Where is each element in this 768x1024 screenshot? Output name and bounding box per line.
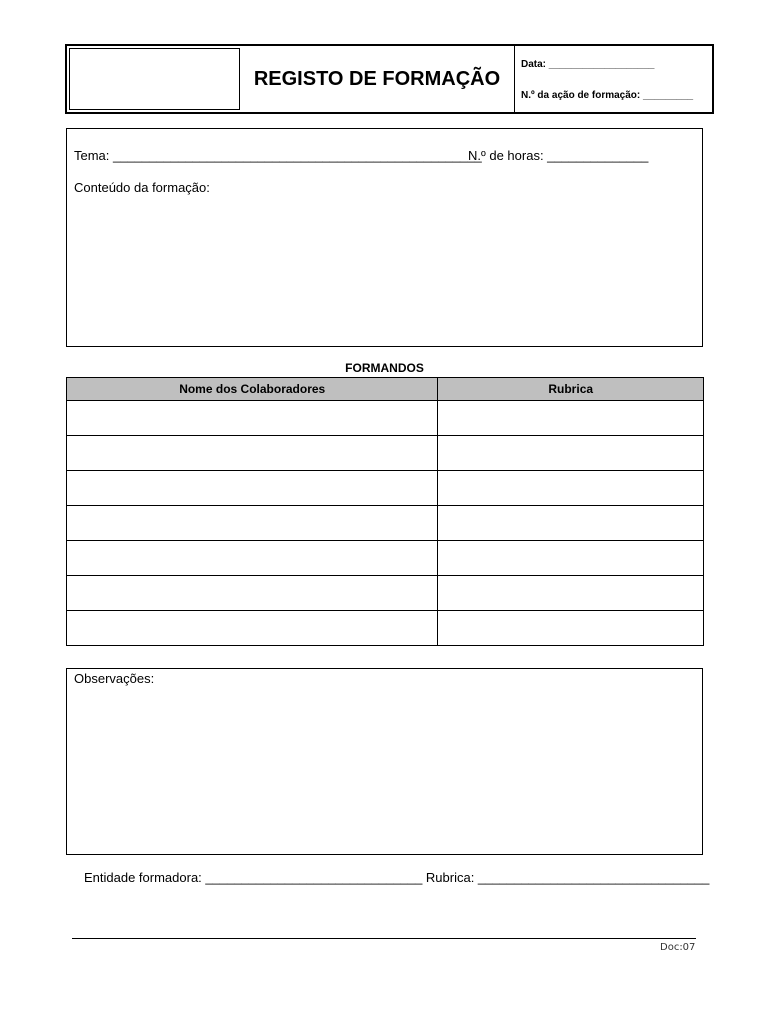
header-info (515, 46, 712, 112)
content-label: Conteúdo da formação: (74, 180, 210, 195)
training-entity-field[interactable]: Entidade formadora: ______________________________ Rubrica: ________________________________ (84, 870, 710, 885)
table-row (67, 471, 704, 506)
tema-section (66, 128, 703, 347)
name-cell[interactable] (67, 401, 438, 436)
table-row (67, 541, 704, 576)
table-row (67, 436, 704, 471)
action-number-field[interactable]: N.º da ação de formação: _________ (521, 90, 694, 101)
formandos-title: FORMANDOS (345, 361, 424, 375)
formandos-table (66, 377, 704, 646)
column-header-name: Nome dos Colaboradores (67, 378, 438, 401)
name-cell[interactable] (67, 506, 438, 541)
observations-box[interactable] (66, 668, 703, 855)
signature-cell[interactable] (438, 611, 704, 646)
hours-field[interactable]: N.º de horas: ______________ (468, 148, 649, 163)
name-cell[interactable] (67, 436, 438, 471)
tema-field[interactable]: Tema: ___________________________________________________ (74, 148, 482, 163)
observations-label: Observações: (74, 671, 155, 686)
table-row (67, 401, 704, 436)
name-cell[interactable] (67, 471, 438, 506)
table-row (67, 506, 704, 541)
document-header (65, 44, 714, 114)
signature-cell[interactable] (438, 401, 704, 436)
name-cell[interactable] (67, 541, 438, 576)
name-cell[interactable] (67, 611, 438, 646)
name-cell[interactable] (67, 576, 438, 611)
logo-area (69, 48, 240, 110)
signature-cell[interactable] (438, 576, 704, 611)
signature-cell[interactable] (438, 541, 704, 576)
signature-cell[interactable] (438, 436, 704, 471)
table-row (67, 611, 704, 646)
signature-cell[interactable] (438, 471, 704, 506)
table-row (67, 576, 704, 611)
document-code: Doc:07 (660, 942, 696, 953)
date-field[interactable]: Data: ___________________ (521, 59, 655, 70)
document-title: REGISTO DE FORMAÇÃO (240, 46, 515, 112)
column-header-signature: Rubrica (438, 378, 704, 401)
footer-divider (72, 938, 696, 939)
table-header-row (67, 378, 704, 401)
signature-cell[interactable] (438, 506, 704, 541)
